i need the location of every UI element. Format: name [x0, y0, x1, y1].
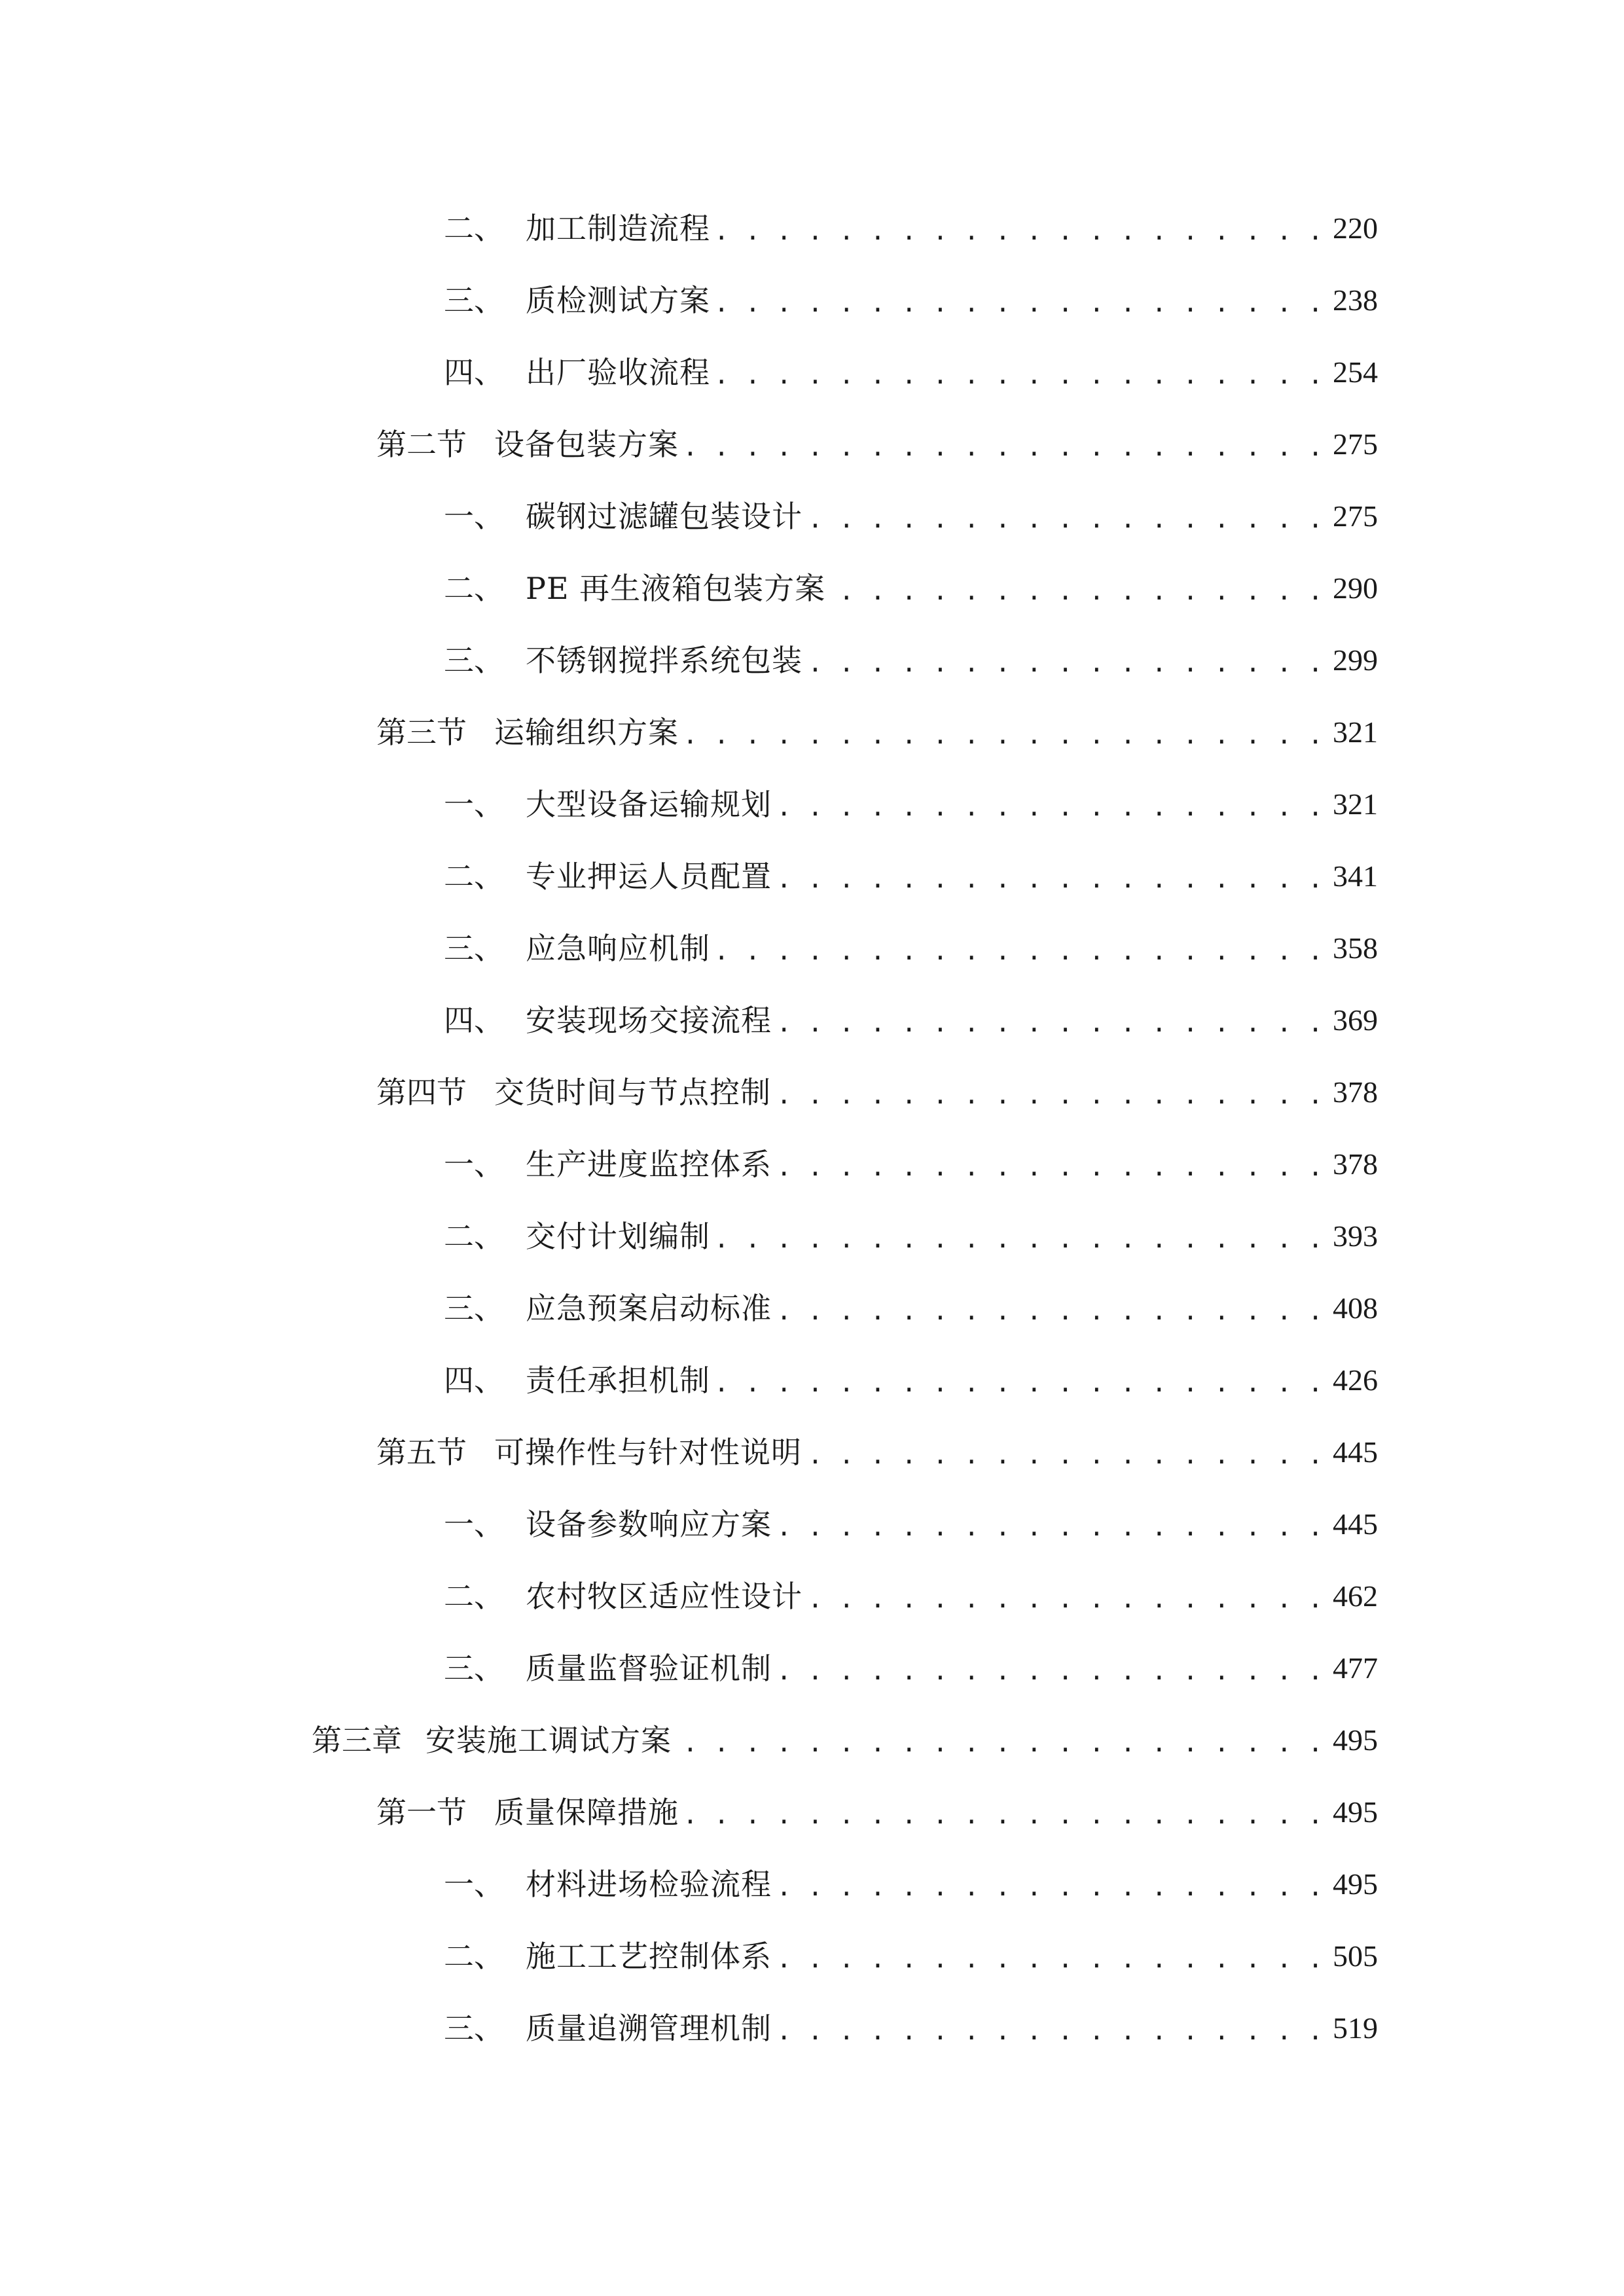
toc-entry[interactable]: [444, 1357, 1378, 1403]
toc-entry[interactable]: [376, 1069, 1378, 1115]
entry-page-number: 445: [1333, 1435, 1378, 1469]
toc-entry[interactable]: [444, 1573, 1378, 1619]
entry-title: PE 再生液箱包装方案: [526, 571, 826, 606]
dot-leader: [717, 925, 1324, 971]
toc-entry[interactable]: [444, 1933, 1378, 1979]
dot-leader: [685, 422, 1324, 467]
toc-entry[interactable]: [444, 1645, 1378, 1691]
dot-leader: [778, 1645, 1324, 1691]
entry-page-number: 220: [1333, 211, 1378, 245]
entry-number: 第一节: [376, 1795, 467, 1830]
entry-title: 农村牧区适应性设计: [526, 1579, 803, 1614]
entry-title: 质量追溯管理机制: [526, 2011, 772, 2046]
entry-page-number: 378: [1333, 1147, 1378, 1181]
dot-leader: [778, 1069, 1324, 1115]
toc-entry[interactable]: [376, 1429, 1378, 1475]
dot-leader: [778, 781, 1324, 827]
entry-number: 一、: [444, 787, 504, 822]
entry-title: 生产进度监控体系: [526, 1147, 772, 1182]
entry-title: 施工工艺控制体系: [526, 1939, 772, 1974]
toc-entry[interactable]: [444, 637, 1378, 683]
entry-title: 安装施工调试方案: [425, 1723, 672, 1758]
toc-entry[interactable]: [444, 350, 1378, 395]
entry-page-number: 238: [1333, 283, 1378, 317]
entry-title: 不锈钢搅拌系统包装: [526, 643, 803, 678]
dot-leader: [808, 1429, 1324, 1475]
toc-entry[interactable]: [444, 997, 1378, 1043]
toc-entry[interactable]: [444, 925, 1378, 971]
toc-entry[interactable]: [444, 853, 1378, 899]
toc-entry[interactable]: [444, 206, 1378, 251]
toc-entry[interactable]: [444, 1213, 1378, 1259]
entry-title: 安装现场交接流程: [526, 1003, 772, 1038]
toc-entry[interactable]: [444, 278, 1378, 323]
entry-number: 三、: [444, 2011, 504, 2046]
entry-page-number: 299: [1333, 643, 1378, 677]
entry-number: 二、: [444, 211, 504, 246]
toc-entry[interactable]: [444, 2005, 1378, 2051]
entry-page-number: 358: [1333, 931, 1378, 965]
entry-page-number: 290: [1333, 571, 1378, 605]
dot-leader: [685, 1789, 1324, 1835]
entry-title: 交货时间与节点控制: [494, 1075, 771, 1110]
entry-number: 三、: [444, 1291, 504, 1326]
entry-number: 一、: [444, 499, 504, 534]
dot-leader: [809, 1573, 1324, 1619]
toc-entry[interactable]: [444, 1141, 1378, 1187]
entry-number: 二、: [444, 859, 504, 894]
entry-number: 第五节: [376, 1435, 467, 1470]
dot-leader: [717, 278, 1324, 323]
entry-title: 应急预案启动标准: [526, 1291, 772, 1326]
entry-title: 质检测试方案: [526, 283, 710, 318]
entry-page-number: 519: [1333, 2011, 1378, 2045]
toc-entry[interactable]: [444, 493, 1378, 539]
entry-page-number: 477: [1333, 1651, 1378, 1685]
entry-page-number: 341: [1333, 859, 1378, 893]
toc-entry[interactable]: [444, 565, 1378, 611]
dot-leader: [778, 2005, 1324, 2051]
entry-page-number: 275: [1333, 427, 1378, 461]
entry-number: 二、: [444, 571, 504, 606]
toc-entry[interactable]: [444, 1285, 1378, 1331]
dot-leader: [685, 709, 1324, 755]
entry-number: 第三章: [312, 1723, 402, 1758]
toc-entry[interactable]: [444, 781, 1378, 827]
entry-page-number: 495: [1333, 1723, 1378, 1757]
entry-number: 二、: [444, 1939, 504, 1974]
dot-leader: [778, 997, 1324, 1043]
entry-number: 四、: [444, 1003, 504, 1038]
entry-number: 一、: [444, 1507, 504, 1542]
dot-leader: [717, 1357, 1324, 1403]
dot-leader: [778, 1933, 1324, 1979]
entry-number: 一、: [444, 1147, 504, 1182]
dot-leader: [778, 1285, 1324, 1331]
entry-title: 出厂验收流程: [526, 355, 710, 390]
entry-title: 交付计划编制: [526, 1219, 710, 1254]
entry-page-number: 254: [1333, 355, 1378, 389]
entry-page-number: 445: [1333, 1507, 1378, 1541]
entry-number: 四、: [444, 355, 504, 390]
dot-leader: [717, 1213, 1324, 1259]
entry-title: 碳钢过滤罐包装设计: [526, 499, 803, 534]
entry-page-number: 321: [1333, 787, 1378, 821]
entry-page-number: 408: [1333, 1291, 1378, 1325]
dot-leader: [809, 493, 1324, 539]
entry-title: 质量保障措施: [494, 1795, 679, 1830]
entry-number: 第二节: [376, 427, 467, 462]
entry-page-number: 426: [1333, 1363, 1378, 1397]
dot-leader: [778, 1861, 1324, 1907]
entry-page-number: 495: [1333, 1795, 1378, 1829]
entry-title: 材料进场检验流程: [526, 1867, 772, 1902]
toc-entry[interactable]: [312, 1717, 1378, 1763]
entry-page-number: 495: [1333, 1867, 1378, 1901]
entry-page-number: 393: [1333, 1219, 1378, 1253]
entry-page-number: 462: [1333, 1579, 1378, 1613]
entry-number: 三、: [444, 283, 504, 318]
entry-title: 应急响应机制: [526, 931, 710, 966]
dot-leader: [809, 637, 1324, 683]
dot-leader: [778, 853, 1324, 899]
dot-leader: [832, 565, 1324, 611]
dot-leader: [717, 206, 1324, 251]
entry-page-number: 378: [1333, 1075, 1378, 1109]
dot-leader: [778, 1141, 1324, 1187]
toc-entry[interactable]: [444, 1861, 1378, 1907]
entry-page-number: 275: [1333, 499, 1378, 533]
entry-number: 第三节: [376, 715, 467, 750]
entry-title: 运输组织方案: [494, 715, 679, 750]
entry-title: 设备包装方案: [494, 427, 679, 462]
entry-number: 二、: [444, 1579, 504, 1614]
entry-title: 设备参数响应方案: [526, 1507, 772, 1542]
entry-page-number: 369: [1333, 1003, 1378, 1037]
dot-leader: [778, 1501, 1324, 1547]
dot-leader: [717, 350, 1324, 395]
entry-title: 大型设备运输规划: [526, 787, 772, 822]
toc-entry[interactable]: [376, 709, 1378, 755]
entry-page-number: 505: [1333, 1939, 1378, 1973]
toc-entry[interactable]: [444, 1501, 1378, 1547]
dot-leader: [678, 1717, 1324, 1763]
entry-number: 二、: [444, 1219, 504, 1254]
entry-number: 一、: [444, 1867, 504, 1902]
entry-number: 四、: [444, 1363, 504, 1398]
entry-number: 三、: [444, 1651, 504, 1686]
entry-number: 第四节: [376, 1075, 467, 1110]
entry-number: 三、: [444, 643, 504, 678]
entry-title: 质量监督验证机制: [526, 1651, 772, 1686]
entry-number: 三、: [444, 931, 504, 966]
entry-title: 责任承担机制: [526, 1363, 710, 1398]
entry-title: 加工制造流程: [526, 211, 710, 246]
entry-page-number: 321: [1333, 715, 1378, 749]
toc-entry[interactable]: [376, 1789, 1378, 1835]
entry-title: 可操作性与针对性说明: [494, 1435, 802, 1470]
entry-title: 专业押运人员配置: [526, 859, 772, 894]
toc-entry[interactable]: [376, 422, 1378, 467]
